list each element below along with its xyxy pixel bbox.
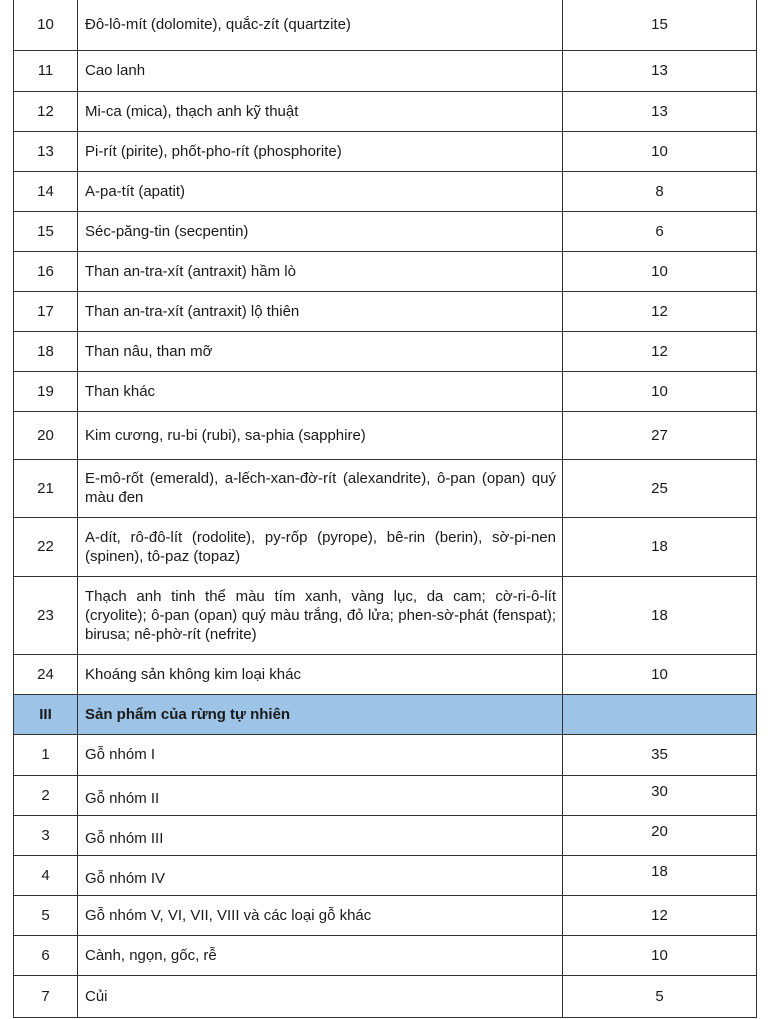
table-row <box>14 654 757 694</box>
item-name: Than khác <box>78 371 563 411</box>
table-row <box>14 411 757 459</box>
row-number: 1 <box>14 734 78 775</box>
tax-rate: 5 <box>563 975 757 1017</box>
item-name: A-pa-tít (apatit) <box>78 171 563 211</box>
row-number: 13 <box>14 131 78 171</box>
row-number: 5 <box>14 895 78 935</box>
row-number: 4 <box>14 855 78 895</box>
table-row <box>14 734 757 775</box>
row-number: 17 <box>14 291 78 331</box>
row-number: 6 <box>14 935 78 975</box>
item-name: Khoáng sản không kim loại khác <box>78 654 563 694</box>
tax-rate <box>563 815 757 855</box>
tax-rate: 12 <box>563 291 757 331</box>
table-row <box>14 251 757 291</box>
tax-rate: 18 <box>563 576 757 654</box>
section-rate <box>563 694 757 734</box>
item-name-text: Gỗ nhóm III <box>85 829 164 847</box>
table-row <box>14 291 757 331</box>
item-name: E-mô-rốt (emerald), a-lếch-xan-đờ-rít (alexandrite), ô-pan (opan) quý màu đen <box>78 459 563 517</box>
row-number: 11 <box>14 50 78 91</box>
item-name: Gỗ nhóm I <box>78 734 563 775</box>
row-number: 7 <box>14 975 78 1017</box>
row-number: 14 <box>14 171 78 211</box>
row-number: 23 <box>14 576 78 654</box>
table-row <box>14 50 757 91</box>
table-row <box>14 855 757 895</box>
table-row <box>14 815 757 855</box>
item-name <box>78 815 563 855</box>
row-number: 22 <box>14 517 78 576</box>
tax-rate: 10 <box>563 371 757 411</box>
item-name <box>78 855 563 895</box>
row-number: 10 <box>14 0 78 50</box>
item-name-text: Gỗ nhóm II <box>85 789 160 807</box>
item-name: Than an-tra-xít (antraxit) lộ thiên <box>78 291 563 331</box>
item-name: Cành, ngọn, gốc, rễ <box>78 935 563 975</box>
tax-rate-text: 18 <box>651 862 668 880</box>
item-name: Củi <box>78 975 563 1017</box>
tax-rate <box>563 775 757 815</box>
item-name: Séc-păng-tin (secpentin) <box>78 211 563 251</box>
item-name <box>78 775 563 815</box>
row-number: 19 <box>14 371 78 411</box>
table-row <box>14 331 757 371</box>
tax-rate: 25 <box>563 459 757 517</box>
row-number: 12 <box>14 91 78 131</box>
row-number: 15 <box>14 211 78 251</box>
tax-rate <box>563 855 757 895</box>
item-name: Đô-lô-mít (dolomite), quắc-zít (quartzite) <box>78 0 563 50</box>
row-number: 3 <box>14 815 78 855</box>
tax-rate: 13 <box>563 91 757 131</box>
document-page <box>13 0 756 1018</box>
table-row <box>14 935 757 975</box>
table-row <box>14 131 757 171</box>
tax-rate: 6 <box>563 211 757 251</box>
tax-rate: 18 <box>563 517 757 576</box>
tax-rate: 10 <box>563 251 757 291</box>
item-name: Pi-rít (pirite), phốt-pho-rít (phosphorite) <box>78 131 563 171</box>
item-name: Kim cương, ru-bi (rubi), sa-phia (sapphire) <box>78 411 563 459</box>
table-row <box>14 91 757 131</box>
tax-rate: 10 <box>563 131 757 171</box>
table-row <box>14 517 757 576</box>
item-name: Gỗ nhóm V, VI, VII, VIII và các loại gỗ khác <box>78 895 563 935</box>
row-number: 24 <box>14 654 78 694</box>
table-row <box>14 211 757 251</box>
row-number: 16 <box>14 251 78 291</box>
item-name: A-dít, rô-đô-lít (rodolite), py-rốp (pyrope), bê-rin (berin), sờ-pi-nen (spinen), tô-paz (topaz) <box>78 517 563 576</box>
row-number: 21 <box>14 459 78 517</box>
item-name: Thạch anh tinh thể màu tím xanh, vàng lục, da cam; cờ-ri-ô-lít (cryolite); ô-pan (opan) quý màu trắng, đỏ lửa; phen-sờ-phát (fenspat); birusa; nê-phờ-rít (nefrite) <box>78 576 563 654</box>
table-row <box>14 171 757 211</box>
table-row <box>14 895 757 935</box>
item-name: Mi-ca (mica), thạch anh kỹ thuật <box>78 91 563 131</box>
table-row <box>14 371 757 411</box>
table-row <box>14 975 757 1017</box>
tax-rate: 27 <box>563 411 757 459</box>
table-row <box>14 459 757 517</box>
tax-rate: 12 <box>563 895 757 935</box>
tax-rate: 13 <box>563 50 757 91</box>
tax-rate-table <box>13 0 757 1018</box>
section-title: Sản phẩm của rừng tự nhiên <box>78 694 563 734</box>
item-name: Than nâu, than mỡ <box>78 331 563 371</box>
tax-rate-text: 30 <box>651 782 668 800</box>
table-row <box>14 775 757 815</box>
tax-rate: 10 <box>563 654 757 694</box>
row-number: 2 <box>14 775 78 815</box>
row-number: 20 <box>14 411 78 459</box>
tax-rate: 35 <box>563 734 757 775</box>
section-header-row <box>14 694 757 734</box>
tax-rate: 8 <box>563 171 757 211</box>
table-row <box>14 576 757 654</box>
row-number: 18 <box>14 331 78 371</box>
tax-rate-text: 20 <box>651 822 668 840</box>
table-row <box>14 0 757 50</box>
item-name: Cao lanh <box>78 50 563 91</box>
item-name-text: Gỗ nhóm IV <box>85 869 166 887</box>
tax-rate: 12 <box>563 331 757 371</box>
tax-rate: 15 <box>563 0 757 50</box>
item-name: Than an-tra-xít (antraxit) hầm lò <box>78 251 563 291</box>
section-number: III <box>14 694 78 734</box>
tax-rate: 10 <box>563 935 757 975</box>
